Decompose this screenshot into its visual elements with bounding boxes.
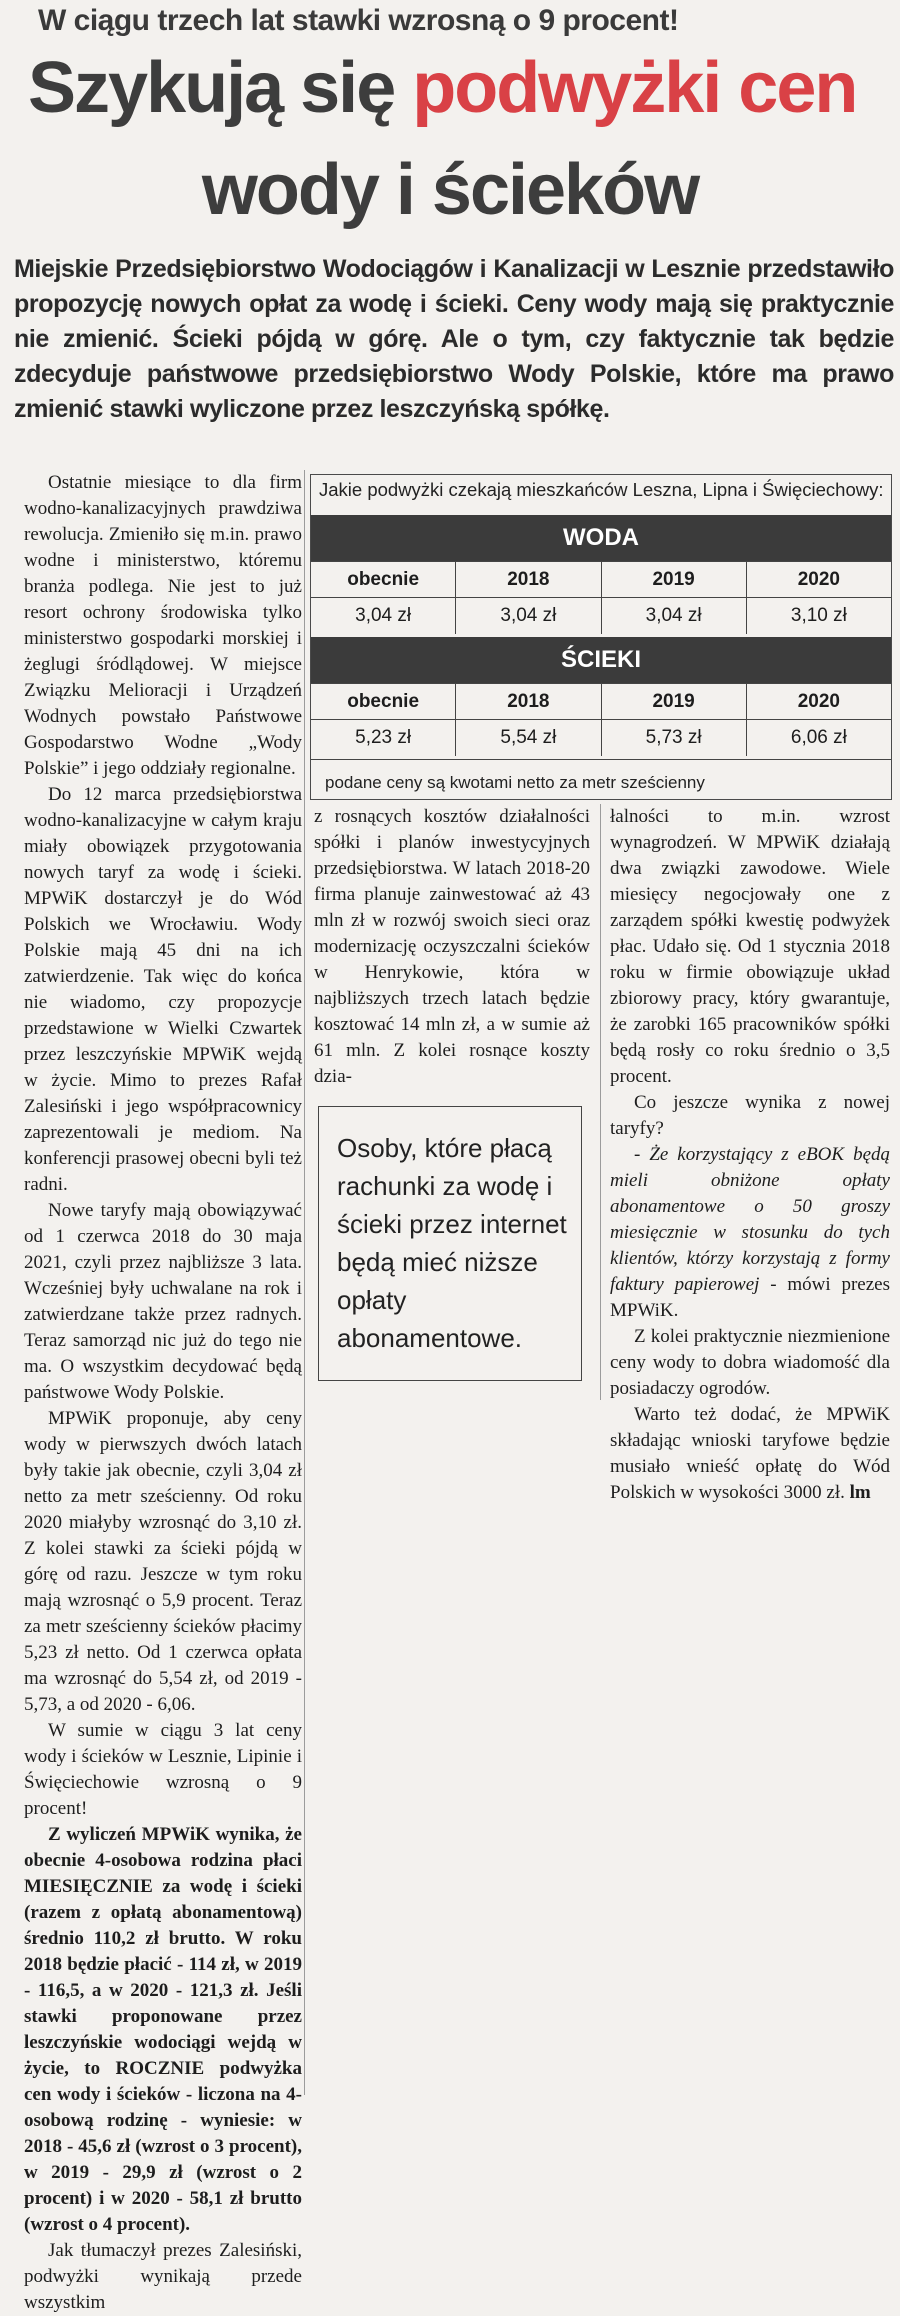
sewage-value-row [311,719,891,756]
paragraph: z rosnących kosztów działalności spółki i planów inwestycyjnych przedsiębiorstwa. W latach 2018-20 firma planuje zainwestować aż 43 mln zł w rozwój swoich sieci oraz modernizację oczyszczalni ścieków w Henrykowie, która w najbliższych trzech latach będzie kosztować 14 mln zł, a w sumie aż 61 mln. Z kolei rosnące koszty dzia- [314,806,590,1087]
quote-italic: - Że korzystający z eBOK będą mieli obniżone opłaty abonamentowe o 50 groszy miesięcznie w stosunku do tych klientów, którzy korzystają z formy faktury papierowej [610,1144,890,1295]
paragraph-text: Warto też dodać, że MPWiK składając wnioski taryfowe będzie musiało wnieść opłatę do Wód Polskich w wysokości 3000 zł. [610,1404,890,1503]
headline-line-1 [28,48,888,128]
column-divider [600,804,601,1400]
paragraph [610,1402,890,1506]
column-divider [304,470,305,2095]
paragraph: Co jeszcze wynika z nowej taryfy? [610,1092,890,1139]
header-cell: 2019 [601,684,746,720]
sewage-header-row [311,683,891,720]
table-title: Jakie podwyżki czekają mieszkańców Leszna, Lipna i Święciechowy: [319,479,884,500]
paragraph: W sumie w ciągu 3 lat ceny wody i ścieków w Lesznie, Lipinie i Święciechowie wzrosną o 9 procent! [24,1720,302,1819]
header-cell: obecnie [347,691,420,712]
headline-part-1: Szykują się [28,48,413,128]
price-table [310,474,892,800]
value-cell: 3,04 zł [455,598,600,634]
water-header-row [311,561,891,598]
header-cell: 2020 [746,684,891,720]
paragraph: Z kolei praktycznie niezmienione ceny wody to dobra wiadomość dla posiadaczy ogrodów. [610,1326,890,1399]
paragraph: Ostatnie miesiące to dla firm wodno-kanalizacyjnych prawdziwa rewolucja. Zmieniło się m.in. prawo wodne i ministerstwo, któremu branża podlega. Nie jest to już resort ochrony środowiska tylko ministerstwo gospodarki morskiej i żeglugi śródlądowej. W miejsce Związku Melioracji i Urządzeń Wodnych powstało Państwowe Gospodarstwo Wodne „Wody Polskie” i jego oddziały regionalne. [24,472,302,779]
value-cell: 6,06 zł [746,720,891,756]
author-initials: lm [849,1482,871,1503]
paragraph: łalności to m.in. wzrost wynagrodzeń. W MPWiK działają dwa związki zawodowe. Wiele miesięcy negocjowały one z zarządem spółki kwestię podwyżek płac. Udało się. Od 1 stycznia 2018 roku w firmie obowiązuje układ zbiorowy pracy, który gwarantuje, że zarobki 165 pracowników spółki będą rosły co roku średnio o 3,5 procent. [610,806,890,1087]
table-note: podane ceny są kwotami netto za metr sześcienny [325,773,705,792]
article-column-1 [24,470,302,2316]
headline-line-2: wody i ścieków [201,150,699,230]
lead-paragraph [14,252,894,427]
water-band: WODA [311,515,891,561]
pull-quote: Osoby, które płacą rachunki za wodę i ścieki przez internet będą mieć niższe opłaty abonamentowe. [318,1106,582,1381]
lead-text: Miejskie Przedsiębiorstwo Wodociągów i Kanalizacji w Lesznie przedstawiło propozycję nowych opłat za wodę i ścieki. Ceny wody mają się praktycznie nie zmienić. Ścieki pójdą w górę. Ale o tym, czy faktycznie tak będzie zdecyduje państwowe przedsiębiorstwo Wody Polskie, które ma prawo zmienić stawki wyliczone przez leszczyńską spółkę. [14,255,894,423]
paragraph: Do 12 marca przedsiębiorstwa wodno-kanalizacyjne w całym kraju miały obowiązek przygotowania nowych taryf za wodę i ścieki. MPWiK dostarczył je do Wód Polskich we Wrocławiu. Wody Polskie mają 45 dni na ich zatwierdzenie. Tak więc do końca nie wiadomo, czy propozycje przedstawione w Wielki Czwartek przez leszczyńskie MPWiK wejdą w życie. Mimo to prezes Rafał Zalesiński i jego współpracownicy zaprezentowali je mediom. Na konferencji prasowej obecni byli też radni. [24,784,302,1195]
value-cell: 3,04 zł [355,605,412,626]
table-note-divider [311,759,891,760]
headline-part-2: podwyżki cen [412,48,857,128]
value-cell: 5,54 zł [455,720,600,756]
kicker: W ciągu trzech lat stawki wzrosną o 9 procent! [38,4,679,37]
sewage-band: ŚCIEKI [311,637,891,683]
paragraph: Nowe taryfy mają obowiązywać od 1 czerwca 2018 do 30 maja 2021, czyli przez najbliższe 3 lata. Wcześniej były uchwalane na rok i zatwierdzane także przez radnych. Teraz samorząd nic już do tego nie ma. O wszystkim decydować będą państwowe Wody Polskie. [24,1200,302,1403]
water-value-row [311,597,891,634]
quote-paragraph [610,1142,890,1324]
header-cell: obecnie [347,569,420,590]
header-cell: 2018 [455,684,600,720]
paragraph: Jak tłumaczył prezes Zalesiński, podwyżki wynikają przede wszystkim [24,2240,302,2313]
value-cell: 3,04 zł [601,598,746,634]
header-cell: 2020 [746,562,891,598]
paragraph-bold: Z wyliczeń MPWiK wynika, że obecnie 4-osobowa rodzina płaci MIESIĘCZNIE za wodę i ścieki (razem z opłatą abonamentową) średnio 110,2 zł brutto. W roku 2018 będzie płacić - 114 zł, w 2019 - 116,5, a w 2020 - 121,3 zł. Jeśli stawki proponowane przez leszczyńskie wodociągi wejdą w życie, to ROCZNIE podwyżka cen wody i ścieków - liczona na 4-osobową rodzinę - wyniesie: w 2018 - 45,6 zł (wzrost o 3 procent), w 2019 - 29,9 zł (wzrost o 2 procent) i w 2020 - 58,1 zł brutto (wzrost o 4 procent). [24,1824,302,2235]
article-column-3 [610,804,890,1506]
value-cell: 5,23 zł [355,727,412,748]
quote-attribution: - mówi prezes MPWiK. [610,1274,890,1321]
header-cell: 2019 [601,562,746,598]
value-cell: 5,73 zł [601,720,746,756]
article-column-2 [314,804,590,1090]
header-cell: 2018 [455,562,600,598]
paragraph: MPWiK proponuje, aby ceny wody w pierwszych dwóch latach były takie jak obecnie, czyli 3,04 zł netto za metr sześcienny. Od roku 2020 miałyby wzrosnąć do 3,10 zł. Z kolei stawki za ścieki pójdą w górę od razu. Jeszcze w tym roku mają wzrosnąć o 5,9 procent. Teraz za metr sześcienny ścieków płacimy 5,23 zł netto. Od 1 czerwca opłata ma wzrosnąć do 5,54 zł, od 2019 - 5,73, a od 2020 - 6,06. [24,1408,302,1715]
value-cell: 3,10 zł [746,598,891,634]
